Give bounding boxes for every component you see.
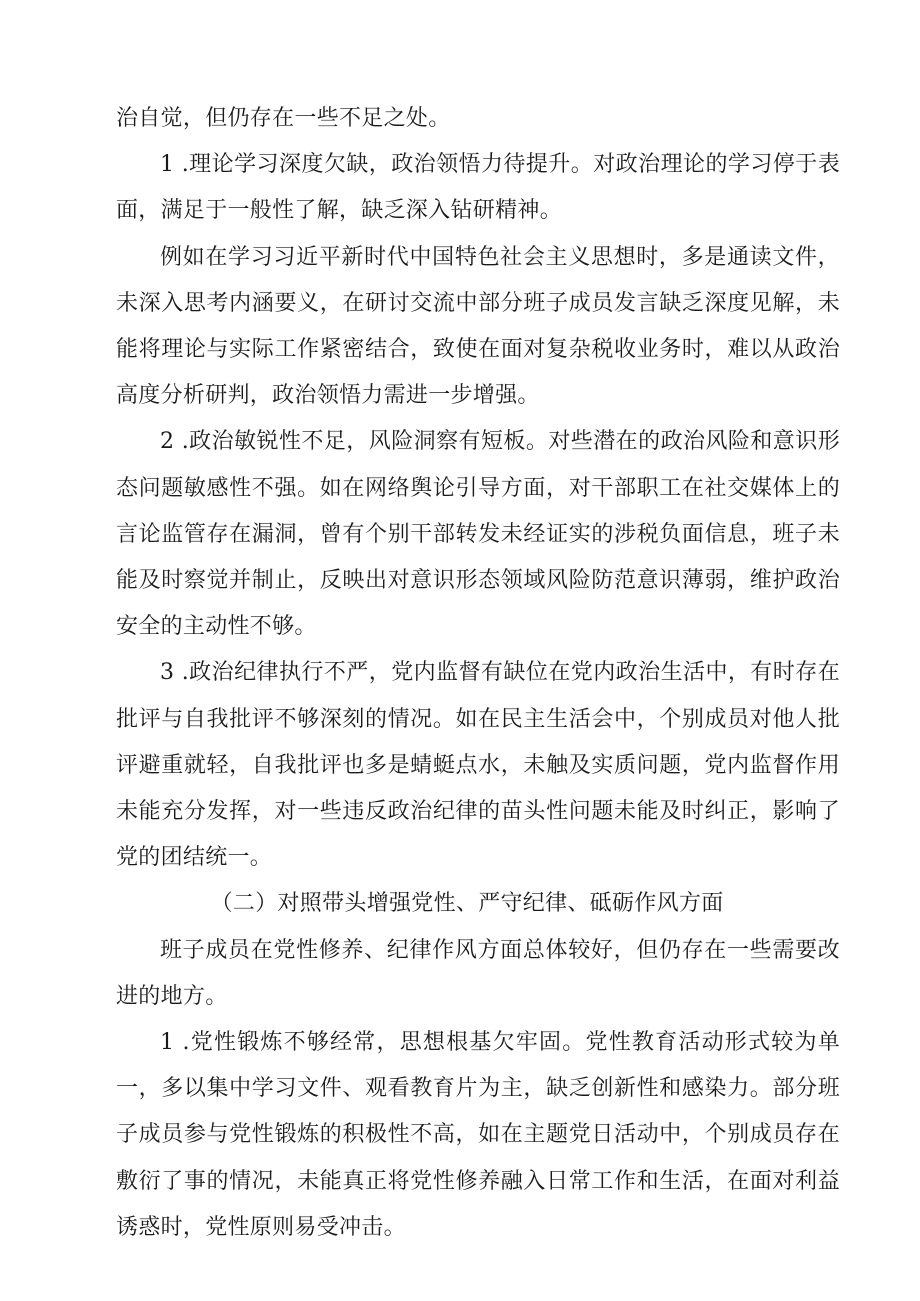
- paragraph-section-intro: 班子成员在党性修养、纪律作风方面总体较好，但仍存在一些需要改进的地方。: [116, 937, 840, 1009]
- list-item-theory-study: 1 .理论学习深度欠缺，政治领悟力待提升。对政治理论的学习停于表面，满足于一般性了解，缺乏深入钻研精神。: [116, 152, 840, 224]
- list-item-political-discipline: 3 .政治纪律执行不严，党内监督有缺位在党内政治生活中，有时存在批评与自我批评不够深刻的情况。如在民主生活会中，个别成员对他人批评避重就轻，自我批评也多是蜻蜓点水，未触及实质问题，党内监督作用未能充分发挥，对一些违反政治纪律的苗头性问题未能及时纠正，影响了党的团结统一。: [116, 660, 840, 871]
- paragraph-continuation: 治自觉，但仍存在一些不足之处。: [116, 106, 451, 131]
- section-heading: （二）对照带头增强党性、严守纪律、砥砺作风方面: [210, 891, 724, 917]
- document-body: [116, 96, 840, 1251]
- list-item-political-sensitivity: 2 .政治敏锐性不足，风险洞察有短板。对些潜在的政治风险和意识形态问题敏感性不强。如在网络舆论引导方面，对干部职工在社交媒体上的言论监管存在漏洞，曾有个别干部转发未经证实的涉税负面信息，班子未能及时察觉并制止，反映出对意识形态领域风险防范意识薄弱，维护政治安全的主动性不够。: [116, 429, 840, 640]
- paragraph-theory-example: 例如在学习习近平新时代中国特色社会主义思想时，多是通读文件，未深入思考内涵要义，在研讨交流中部分班子成员发言缺乏深度见解，未能将理论与实际工作紧密结合，致使在面对复杂税收业务时，难以从政治高度分析研判，政治领悟力需进一步增强。: [116, 244, 840, 409]
- list-item-party-spirit: 1 .党性锻炼不够经常，思想根基欠牢固。党性教育活动形式较为单一，多以集中学习文件、观看教育片为主，缺乏创新性和感染力。部分班子成员参与党性锻炼的积极性不高，如在主题党日活动中，个别成员存在敷衍了事的情况，未能真正将党性修养融入日常工作和生活，在面对利益诱惑时，党性原则易受冲击。: [116, 1030, 840, 1240]
